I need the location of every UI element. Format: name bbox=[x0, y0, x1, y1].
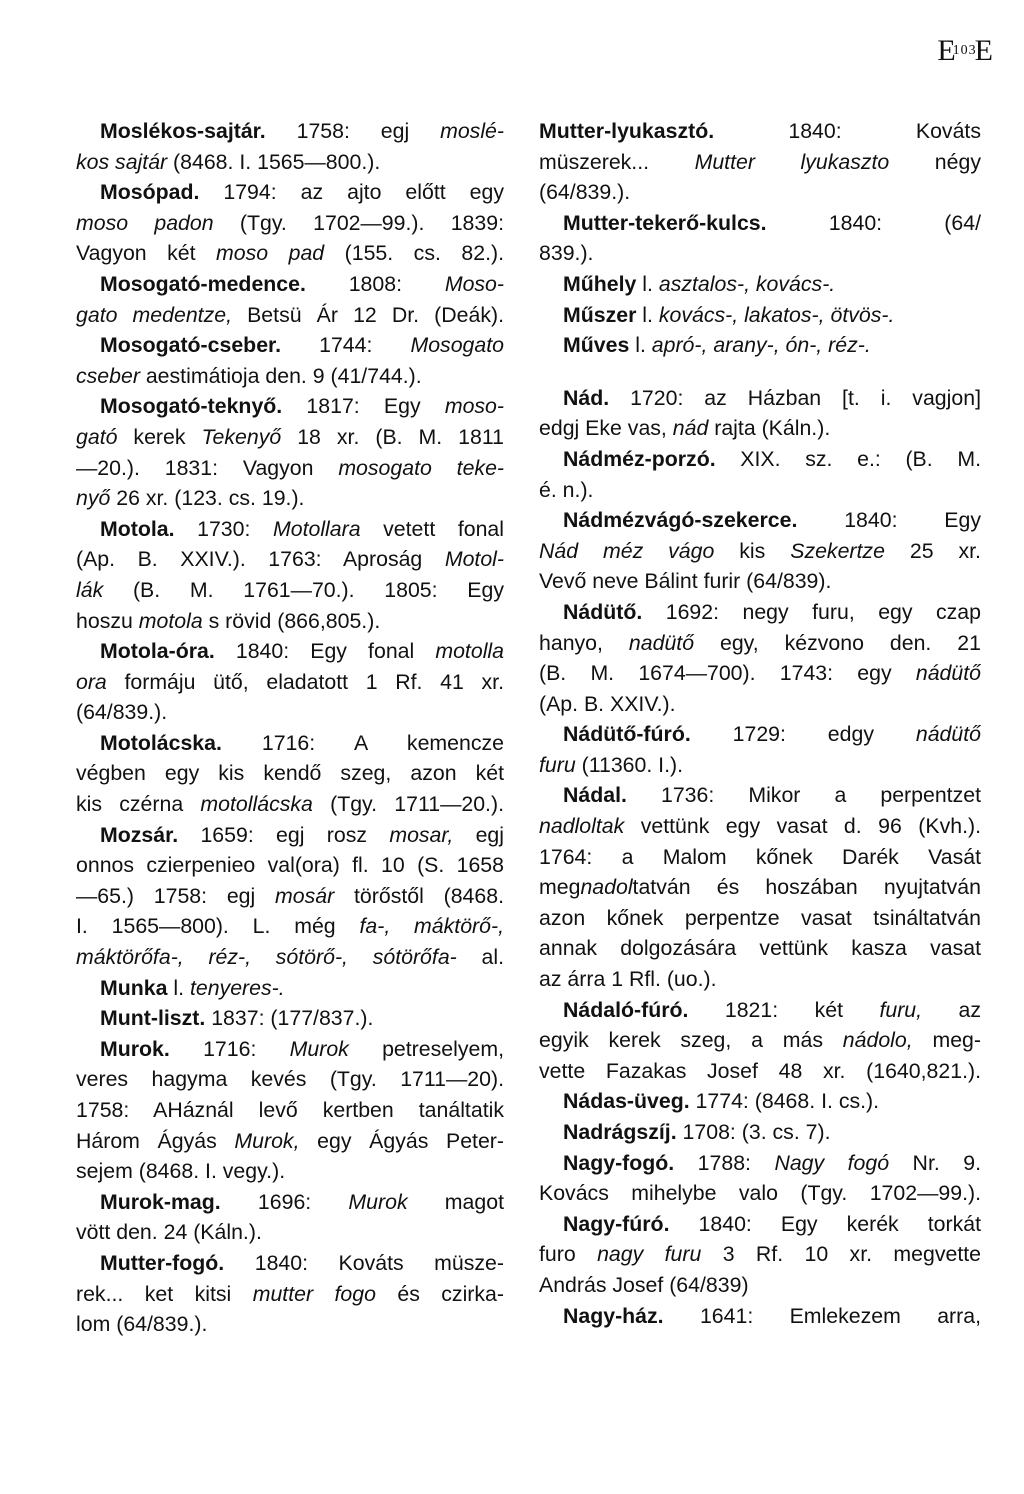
italic-citation: máktörőfa-, réz-, sótörő-, sótörőfa- bbox=[76, 945, 457, 970]
entry-text: (64/839.). bbox=[539, 180, 631, 205]
entry-text: 3 Rf. 10 xr. megvette bbox=[701, 1242, 981, 1267]
text-line bbox=[76, 1279, 504, 1310]
entry-text: XIX. sz. e.: (B. M. bbox=[715, 446, 981, 471]
text-line bbox=[76, 606, 504, 637]
text-line bbox=[539, 536, 981, 567]
entry-text: 1720: az Házban [t. i. vagjon] bbox=[609, 385, 981, 410]
italic-citation: Mosogato bbox=[410, 333, 504, 358]
entry-text: 1840: Kováts müsze- bbox=[224, 1250, 504, 1275]
entry-text: s rövid (866,805.). bbox=[202, 608, 381, 633]
entry-text: l. bbox=[629, 333, 652, 358]
entry-text: —65.) 1758: egj bbox=[76, 883, 276, 908]
text-line bbox=[76, 575, 504, 606]
entry-text: rajta (Káln.). bbox=[708, 416, 831, 441]
italic-citation: Nád méz vágo bbox=[539, 538, 715, 563]
italic-citation: motollácska bbox=[200, 792, 313, 817]
text-line bbox=[539, 1025, 981, 1056]
text-line bbox=[76, 483, 504, 514]
text-line bbox=[76, 238, 504, 269]
entry-text: rek... ket kitsi bbox=[76, 1281, 253, 1306]
entry-text: kis czérna bbox=[76, 792, 201, 817]
entry-text: 1764: a Malom kőnek Darék Vasát bbox=[539, 844, 981, 869]
header-left-letter: E bbox=[937, 34, 957, 67]
italic-citation: lák bbox=[76, 577, 104, 602]
italic-citation: kos sajtár bbox=[76, 149, 168, 174]
text-line bbox=[76, 911, 504, 942]
entry-text: 1817: Egy bbox=[282, 394, 445, 419]
entry-text: (Tgy. 1702—99.). 1839: bbox=[213, 210, 504, 235]
text-line bbox=[539, 964, 981, 995]
entry-headword: Nádütő. bbox=[563, 599, 643, 624]
entry-text: 1821: két bbox=[688, 997, 880, 1022]
entry-text: (Ap. B. XXIV.). 1763: Aproság bbox=[76, 547, 445, 572]
italic-citation: gato medentze, bbox=[76, 302, 232, 327]
entry-text: 1716: bbox=[169, 1036, 290, 1061]
text-line bbox=[539, 842, 981, 873]
text-line bbox=[76, 1003, 504, 1034]
entry-text: 1736: Mikor a perpentzet bbox=[626, 783, 981, 808]
entry-text: (B. M. 1761—70.). 1805: Egy bbox=[103, 577, 504, 602]
text-line bbox=[76, 177, 504, 208]
italic-citation: furu, bbox=[879, 997, 923, 1022]
italic-citation: Moso- bbox=[444, 271, 504, 296]
entry-text: formáju ütő, eladatott 1 Rf. 41 xr. bbox=[106, 669, 504, 694]
italic-citation: moso- bbox=[444, 394, 504, 419]
left-column bbox=[76, 116, 504, 1340]
italic-citation: Nagy fogó bbox=[774, 1150, 890, 1175]
text-line bbox=[539, 177, 981, 208]
italic-citation: fa-, máktörő-, bbox=[359, 914, 504, 939]
entry-headword: Motolácska. bbox=[100, 730, 222, 755]
entry-text: vetett fonal bbox=[360, 516, 504, 541]
entry-text: 1730: bbox=[174, 516, 273, 541]
text-line bbox=[76, 667, 504, 698]
text-line bbox=[76, 728, 504, 759]
entry-text: 1692: negy furu, egy czap bbox=[642, 599, 981, 624]
text-line bbox=[76, 544, 504, 575]
text-line bbox=[76, 1309, 504, 1340]
text-line bbox=[539, 300, 981, 331]
entry-text: 1774: (8468. I. cs.). bbox=[689, 1089, 880, 1114]
entry-text: kis bbox=[714, 538, 791, 563]
entry-text: 1659: egj rosz bbox=[178, 822, 390, 847]
text-line bbox=[76, 973, 504, 1004]
entry-text: 1744: bbox=[281, 333, 411, 358]
text-line bbox=[76, 1034, 504, 1065]
entry-text: 18 xr. (B. M. 1811 bbox=[281, 424, 504, 449]
italic-citation: nádütő bbox=[915, 722, 981, 747]
entry-text: tatván és hoszában nyujtatván bbox=[632, 875, 981, 900]
text-line bbox=[539, 1239, 981, 1270]
italic-citation: moslé- bbox=[440, 119, 504, 143]
entry-headword: Mosogató-medence. bbox=[100, 271, 306, 296]
entry-text: —20.). 1831: Vagyon bbox=[76, 455, 339, 480]
italic-citation: kovács-, lakatos-, ötvös-. bbox=[658, 302, 895, 327]
text-line bbox=[76, 422, 504, 453]
entry-text: 1758: AHáznál levő kertben tanáltatik bbox=[76, 1098, 504, 1122]
entry-headword: Műhely bbox=[563, 271, 637, 296]
entry-text: az árra 1 Rfl. (uo.). bbox=[539, 967, 717, 992]
text-line bbox=[539, 1148, 981, 1179]
italic-citation: mosogato teke- bbox=[338, 455, 504, 480]
entry-text: l. bbox=[636, 271, 659, 296]
italic-citation: nyő bbox=[76, 486, 111, 511]
entry-text: Három Ágyás bbox=[76, 1128, 235, 1153]
italic-citation: Mutter lyukaszto bbox=[694, 149, 890, 174]
italic-citation: Szekertze bbox=[790, 538, 885, 563]
text-line bbox=[539, 1056, 981, 1087]
italic-citation: mosar, bbox=[389, 822, 454, 847]
text-line bbox=[539, 413, 981, 444]
entry-text: l. bbox=[167, 975, 190, 1000]
entry-headword: Mozsár. bbox=[100, 822, 179, 847]
entry-text: és czirka- bbox=[375, 1281, 504, 1306]
entry-headword: Nádmézvágó-szekerce. bbox=[563, 508, 798, 533]
entry-text: al. bbox=[456, 945, 504, 970]
italic-citation: ora bbox=[76, 669, 107, 694]
text-line bbox=[76, 1126, 504, 1157]
entry-headword: Műszer bbox=[563, 302, 637, 327]
entry-headword: Nádaló-fúró. bbox=[563, 997, 689, 1022]
text-line bbox=[539, 475, 981, 506]
italic-citation: nádolo, bbox=[842, 1028, 913, 1053]
italic-citation: gató bbox=[76, 424, 118, 449]
entry-text: 1808: bbox=[305, 271, 445, 296]
text-line bbox=[539, 208, 981, 239]
entry-text: 1729: edgy bbox=[690, 722, 916, 747]
entry-headword: Mutter-fogó. bbox=[100, 1250, 225, 1275]
italic-citation: mosár bbox=[275, 883, 335, 908]
text-line bbox=[76, 391, 504, 422]
entry-text: azon kőnek perpentze vasat tsináltatván bbox=[539, 905, 981, 930]
text-line bbox=[539, 995, 981, 1026]
text-line bbox=[76, 361, 504, 392]
text-line bbox=[539, 1209, 981, 1240]
text-line bbox=[76, 789, 504, 820]
entry-text: (B. M. 1674—700). 1743: egy bbox=[539, 661, 916, 686]
entry-text: sejem (8468. I. vegy.). bbox=[76, 1159, 286, 1184]
text-line bbox=[76, 881, 504, 912]
entry-headword: Műves bbox=[563, 333, 630, 358]
right-column bbox=[539, 116, 981, 1331]
italic-citation: Motollara bbox=[272, 516, 361, 541]
italic-citation: moso pad bbox=[216, 241, 325, 266]
entry-text: furo bbox=[539, 1242, 598, 1267]
text-line bbox=[539, 933, 981, 964]
text-line bbox=[539, 444, 981, 475]
entry-text: lom (64/839.). bbox=[76, 1312, 208, 1337]
text-line bbox=[76, 116, 504, 147]
italic-citation: Murok bbox=[348, 1189, 408, 1214]
italic-citation: nadloltak bbox=[539, 814, 625, 839]
italic-citation: furu bbox=[539, 752, 576, 777]
entry-text: végben egy kis kendő szeg, azon két bbox=[76, 761, 504, 786]
text-line bbox=[76, 208, 504, 239]
text-line bbox=[76, 1217, 504, 1248]
entry-headword: Mosogató-teknyő. bbox=[100, 394, 283, 419]
text-line bbox=[539, 628, 981, 659]
entry-text: meg- bbox=[912, 1028, 981, 1053]
text-line bbox=[539, 1086, 981, 1117]
text-line bbox=[76, 758, 504, 789]
entry-text: 839.). bbox=[539, 241, 594, 266]
entry-text: (155. cs. 82.). bbox=[324, 241, 504, 266]
entry-headword: Nádas-üveg. bbox=[563, 1089, 690, 1114]
text-line bbox=[76, 820, 504, 851]
entry-text: 1794: az ajto előtt egy bbox=[199, 180, 504, 205]
entry-text: l. bbox=[636, 302, 659, 327]
italic-citation: Murok bbox=[289, 1036, 349, 1061]
entry-headword: Mutter-lyukasztó. bbox=[539, 119, 715, 143]
italic-citation: nádütő bbox=[915, 661, 981, 686]
text-line bbox=[539, 689, 981, 720]
italic-citation: motola bbox=[138, 608, 203, 633]
entry-text: Vagyon két bbox=[76, 241, 217, 266]
text-line bbox=[539, 1301, 981, 1332]
text-line bbox=[539, 238, 981, 269]
entry-text: 26 xr. (123. cs. 19.). bbox=[110, 486, 305, 511]
entry-headword: Moslékos-sajtár. bbox=[100, 119, 266, 143]
entry-text: egyik kerek szeg, a más bbox=[539, 1028, 843, 1053]
text-line bbox=[76, 1095, 504, 1126]
entry-text: törőstől (8468. bbox=[334, 883, 504, 908]
text-line bbox=[76, 453, 504, 484]
entry-headword: Nagy-fúró. bbox=[563, 1211, 670, 1236]
entry-headword: Mosogató-cseber. bbox=[100, 333, 282, 358]
entry-text: 1788: bbox=[674, 1150, 775, 1175]
entry-text: 1641: Emlekezem arra, bbox=[663, 1303, 981, 1328]
text-line bbox=[76, 942, 504, 973]
italic-citation: motolla bbox=[435, 639, 504, 664]
entry-text: (Tgy. 1711—20.). bbox=[312, 792, 504, 817]
entry-text: 1716: A kemencze bbox=[221, 730, 504, 755]
entry-headword: Motola. bbox=[100, 516, 175, 541]
italic-citation: tenyeres-. bbox=[189, 975, 285, 1000]
italic-citation: mutter fogo bbox=[252, 1281, 376, 1306]
entry-text: meg bbox=[539, 875, 581, 900]
italic-citation: nadol bbox=[580, 875, 633, 900]
text-line bbox=[76, 330, 504, 361]
text-line bbox=[76, 1187, 504, 1218]
entry-text: annak dolgozására vettünk kasza vasat bbox=[539, 936, 981, 961]
entry-text: 1758: egj bbox=[265, 119, 441, 143]
entry-text: 1708: (3. cs. 7). bbox=[676, 1120, 831, 1144]
text-line bbox=[539, 269, 981, 300]
italic-citation: Tekenyő bbox=[201, 424, 282, 449]
text-line bbox=[539, 780, 981, 811]
entry-text: onnos czierpenieo val(ora) fl. 10 (S. 1658 bbox=[76, 853, 504, 878]
entry-headword: Mutter-tekerő-kulcs. bbox=[563, 210, 767, 235]
entry-text: (11360. I.). bbox=[575, 752, 684, 777]
entry-text: Vevő neve Bálint furir (64/839). bbox=[539, 569, 832, 594]
entry-text: Nr. 9. bbox=[889, 1150, 981, 1175]
entry-text: Kovács mihelybe valo (Tgy. 1702—99.). bbox=[539, 1181, 981, 1206]
entry-text: 1840: (64/ bbox=[766, 210, 981, 235]
entry-text: 1840: Egy fonal bbox=[214, 639, 436, 664]
text-line bbox=[539, 1178, 981, 1209]
text-line bbox=[539, 330, 981, 361]
entry-text: egy, kézvono den. 21 bbox=[694, 630, 981, 655]
entry-text: (8468. I. 1565—800.). bbox=[167, 149, 381, 174]
entry-text: 25 xr. bbox=[884, 538, 981, 563]
entry-text: 1840: Egy kerék torkát bbox=[669, 1211, 981, 1236]
entry-text: András Josef (64/839) bbox=[539, 1272, 749, 1297]
text-line bbox=[76, 850, 504, 881]
entry-text: petreselyem, bbox=[348, 1036, 504, 1061]
entry-text: hoszu bbox=[76, 608, 139, 633]
entry-text: kerek bbox=[117, 424, 202, 449]
italic-citation: apró-, arany-, ón-, réz-. bbox=[651, 333, 871, 358]
entry-text: (64/839.). bbox=[76, 700, 168, 725]
text-line bbox=[76, 1156, 504, 1187]
text-line bbox=[539, 811, 981, 842]
italic-citation: nagy furu bbox=[597, 1242, 702, 1267]
text-line bbox=[539, 903, 981, 934]
entry-text: veres hagyma kevés (Tgy. 1711—20). bbox=[76, 1067, 504, 1092]
italic-citation: asztalos-, kovács-. bbox=[658, 271, 836, 296]
text-line bbox=[539, 658, 981, 689]
text-line bbox=[539, 505, 981, 536]
entry-headword: Murok. bbox=[100, 1036, 170, 1061]
entry-text: az bbox=[922, 997, 981, 1022]
entry-headword: Murok-mag. bbox=[100, 1189, 221, 1214]
header-right-letter: E bbox=[974, 34, 994, 67]
entry-text: vött den. 24 (Káln.). bbox=[76, 1220, 262, 1245]
entry-text: magot bbox=[407, 1189, 504, 1214]
entry-headword: Mosópad. bbox=[100, 180, 200, 205]
entry-headword: Nád. bbox=[563, 385, 610, 410]
text-line bbox=[539, 1117, 981, 1148]
entry-text: egy Ágyás Peter- bbox=[299, 1128, 504, 1153]
text-line bbox=[76, 636, 504, 667]
entry-text: hanyo, bbox=[539, 630, 629, 655]
text-line bbox=[539, 383, 981, 414]
entry-text: vettünk egy vasat d. 96 (Kvh.). bbox=[624, 814, 981, 839]
entry-text: aestimátioja den. 9 (41/744.). bbox=[139, 363, 422, 388]
entry-headword: Nádméz-porzó. bbox=[563, 446, 716, 471]
text-line bbox=[76, 514, 504, 545]
italic-citation: nád bbox=[672, 416, 709, 441]
text-line bbox=[76, 697, 504, 728]
entry-headword: Nádütő-fúró. bbox=[563, 722, 691, 747]
entry-text: 1840: Kováts bbox=[714, 119, 981, 143]
italic-citation: moso padon bbox=[76, 210, 214, 235]
entry-text: I. 1565—800). L. még bbox=[76, 914, 360, 939]
page-number: 103 bbox=[952, 43, 977, 58]
entry-text: Betsü Ár 12 Dr. (Deák). bbox=[232, 302, 504, 327]
entry-text: 1696: bbox=[220, 1189, 349, 1214]
entry-text: egj bbox=[453, 822, 504, 847]
text-line bbox=[76, 269, 504, 300]
page-header bbox=[937, 34, 994, 68]
entry-text: 1840: Egy bbox=[797, 508, 981, 533]
entry-headword: Nadrágszíj. bbox=[563, 1120, 677, 1144]
text-line bbox=[539, 566, 981, 597]
italic-citation: cseber bbox=[76, 363, 140, 388]
entry-headword: Nagy-fogó. bbox=[563, 1150, 675, 1175]
entry-headword: Motola-óra. bbox=[100, 639, 215, 664]
italic-citation: Motol- bbox=[444, 547, 504, 572]
entry-text: edgj Eke vas, bbox=[539, 416, 673, 441]
text-line bbox=[539, 1270, 981, 1301]
text-line bbox=[539, 750, 981, 781]
entry-headword: Nádal. bbox=[563, 783, 627, 808]
entry-headword: Munka bbox=[100, 975, 168, 1000]
italic-citation: nadütő bbox=[628, 630, 695, 655]
entry-text: é. n.). bbox=[539, 477, 594, 502]
entry-text: 1837: (177/837.). bbox=[205, 1006, 374, 1031]
text-line bbox=[539, 116, 981, 147]
entry-headword: Munt-liszt. bbox=[100, 1006, 206, 1031]
text-line bbox=[539, 147, 981, 178]
text-line bbox=[76, 1064, 504, 1095]
entry-text: (Ap. B. XXIV.). bbox=[539, 691, 676, 716]
entry-text: négy bbox=[889, 149, 981, 174]
entry-text: vette Fazakas Josef 48 xr. (1640,821.). bbox=[539, 1058, 981, 1083]
text-line bbox=[539, 719, 981, 750]
text-line bbox=[76, 300, 504, 331]
text-line bbox=[539, 872, 981, 903]
text-line bbox=[76, 1248, 504, 1279]
text-line bbox=[539, 597, 981, 628]
text-line bbox=[76, 147, 504, 178]
entry-text: müszerek... bbox=[539, 149, 695, 174]
entry-headword: Nagy-ház. bbox=[563, 1303, 664, 1328]
italic-citation: Murok, bbox=[234, 1128, 300, 1153]
